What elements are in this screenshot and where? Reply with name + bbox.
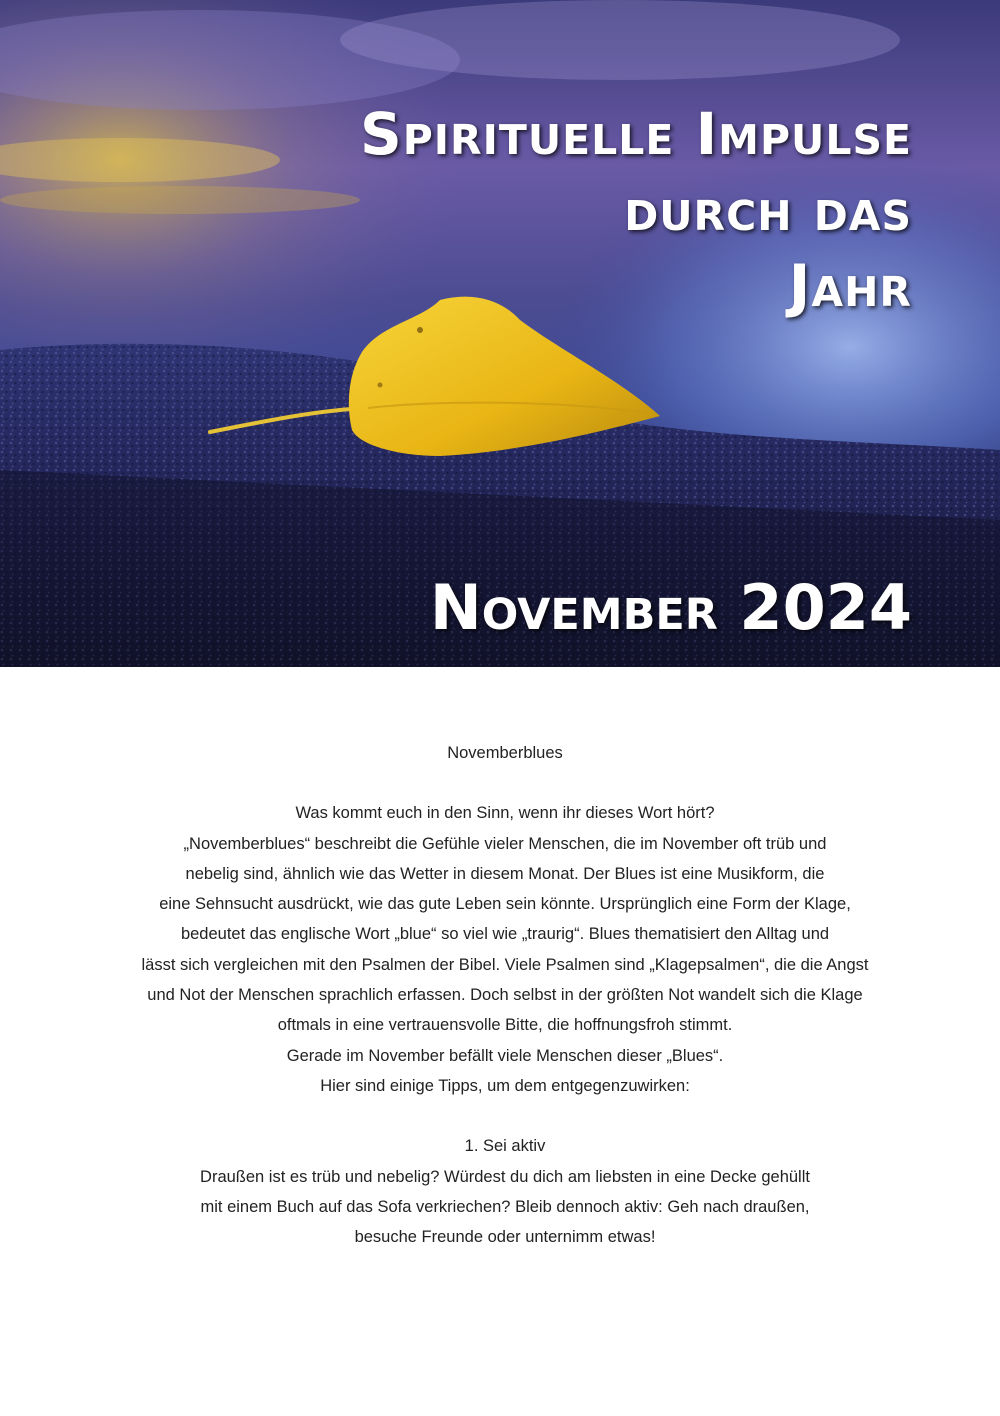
- spacer: [90, 1101, 920, 1131]
- article-body: [90, 738, 920, 1252]
- spacer: [90, 768, 920, 798]
- intro-line: eine Sehnsucht ausdrückt, wie das gute Leben sein könnte. Ursprünglich eine Form der Klage,: [159, 895, 851, 914]
- tip-heading: 1. Sei aktiv: [464, 1137, 546, 1156]
- intro-line: Was kommt euch in den Sinn, wenn ihr dieses Wort hört?: [295, 804, 715, 823]
- cover-title-line: Jahr: [788, 252, 912, 320]
- cover-image: [0, 0, 1000, 667]
- cover-title: [272, 96, 912, 324]
- intro-line: oftmals in eine vertrauensvolle Bitte, die hoffnungsfroh stimmt.: [277, 1016, 733, 1035]
- intro-line: „Novemberblues“ beschreibt die Gefühle vieler Menschen, die im November oft trüb und: [183, 834, 827, 853]
- tip-line: Draußen ist es trüb und nebelig? Würdest du dich am liebsten in eine Decke gehüllt: [200, 1167, 810, 1186]
- intro-line: lässt sich vergleichen mit den Psalmen der Bibel. Viele Psalmen sind „Klagepsalmen“, die die Angst: [141, 955, 869, 974]
- article-heading: Novemberblues: [447, 744, 563, 762]
- intro-line: Gerade im November befällt viele Menschen dieser „Blues“.: [286, 1046, 724, 1065]
- intro-line: und Not der Menschen sprachlich erfassen. Doch selbst in der größten Not wandelt sich die Klage: [147, 986, 863, 1005]
- intro-line: nebelig sind, ähnlich wie das Wetter in diesem Monat. Der Blues ist eine Musikform, die: [185, 864, 825, 883]
- tip-line: mit einem Buch auf das Sofa verkriechen? Bleib dennoch aktiv: Geh nach draußen,: [200, 1197, 810, 1216]
- cover-title-line: Spirituelle Impulse: [359, 100, 912, 168]
- cover-month: November 2024: [429, 571, 912, 644]
- intro-line: bedeutet das englische Wort „blue“ so viel wie „traurig“. Blues thematisiert den Alltag und: [180, 925, 830, 944]
- intro-line: Hier sind einige Tipps, um dem entgegenzuwirken:: [320, 1076, 690, 1095]
- tip-line: besuche Freunde oder unternimm etwas!: [354, 1228, 656, 1247]
- cover-title-line: durch das: [624, 176, 912, 244]
